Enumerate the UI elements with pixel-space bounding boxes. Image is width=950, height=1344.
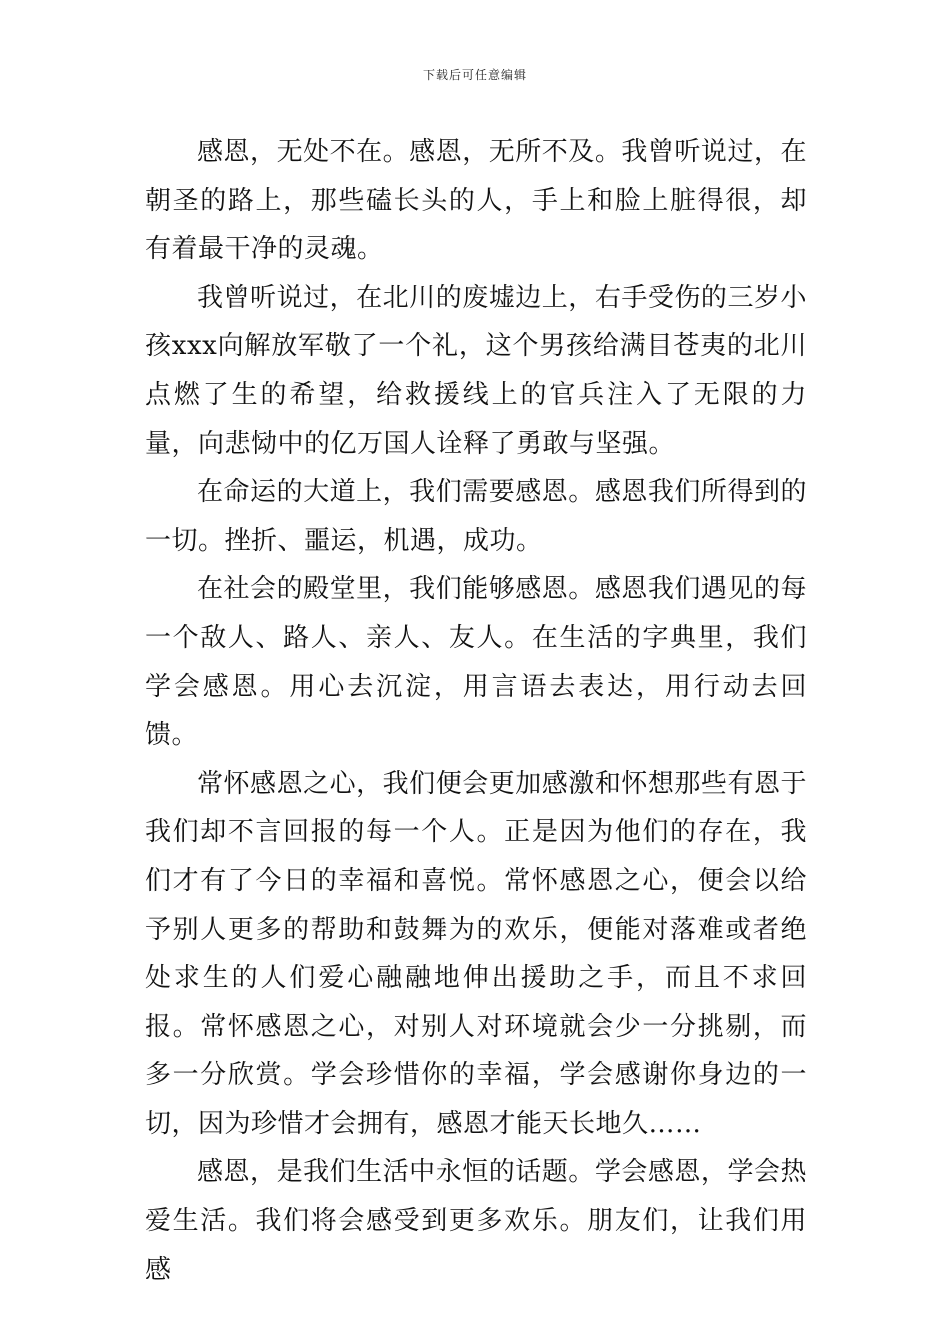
- download-note: 下载后可任意编辑: [422, 68, 527, 82]
- paragraph-3: 在命运的大道上，我们需要感恩。感恩我们所得到的一切。挫折、噩运，机遇，成功。: [145, 477, 807, 556]
- paragraph-1: 感恩，无处不在。感恩，无所不及。我曾听说过，在朝圣的路上，那些磕长头的人，手上和脸上脏得很，却有着最干净的灵魂。: [145, 137, 807, 265]
- paragraph-5: 常怀感恩之心，我们便会更加感激和怀想那些有恩于我们却不言回报的每一个人。正是因为他们的存在，我们才有了今日的幸福和喜悦。常怀感恩之心，便会以给予别人更多的帮助和鼓舞为的欢乐，便能对落难或者绝处求生的人们爱心融融地伸出援助之手，而且不求回报。常怀感恩之心，对别人对环境就会少一分挑剔，而多一分欣赏。学会珍惜你的幸福，学会感谢你身边的一切，因为珍惜才会拥有，感恩才能天长地久……: [145, 768, 807, 1139]
- essay-body: [145, 128, 807, 1294]
- paragraph-4: 在社会的殿堂里，我们能够感恩。感恩我们遇见的每一个敌人、路人、亲人、友人。在生活的字典里，我们学会感恩。用心去沉淀，用言语去表达，用行动去回馈。: [145, 574, 807, 751]
- paragraph-2: 我曾听说过，在北川的废墟边上，右手受伤的三岁小孩xxx向解放军敬了一个礼，这个男孩给满目苍夷的北川点燃了生的希望，给救援线上的官兵注入了无限的力量，向悲恸中的亿万国人诠释了勇敢与坚强。: [145, 282, 807, 459]
- paragraph-6: 感恩，是我们生活中永恒的话题。学会感恩，学会热爱生活。我们将会感受到更多欢乐。朋友们，让我们用感: [145, 1157, 807, 1285]
